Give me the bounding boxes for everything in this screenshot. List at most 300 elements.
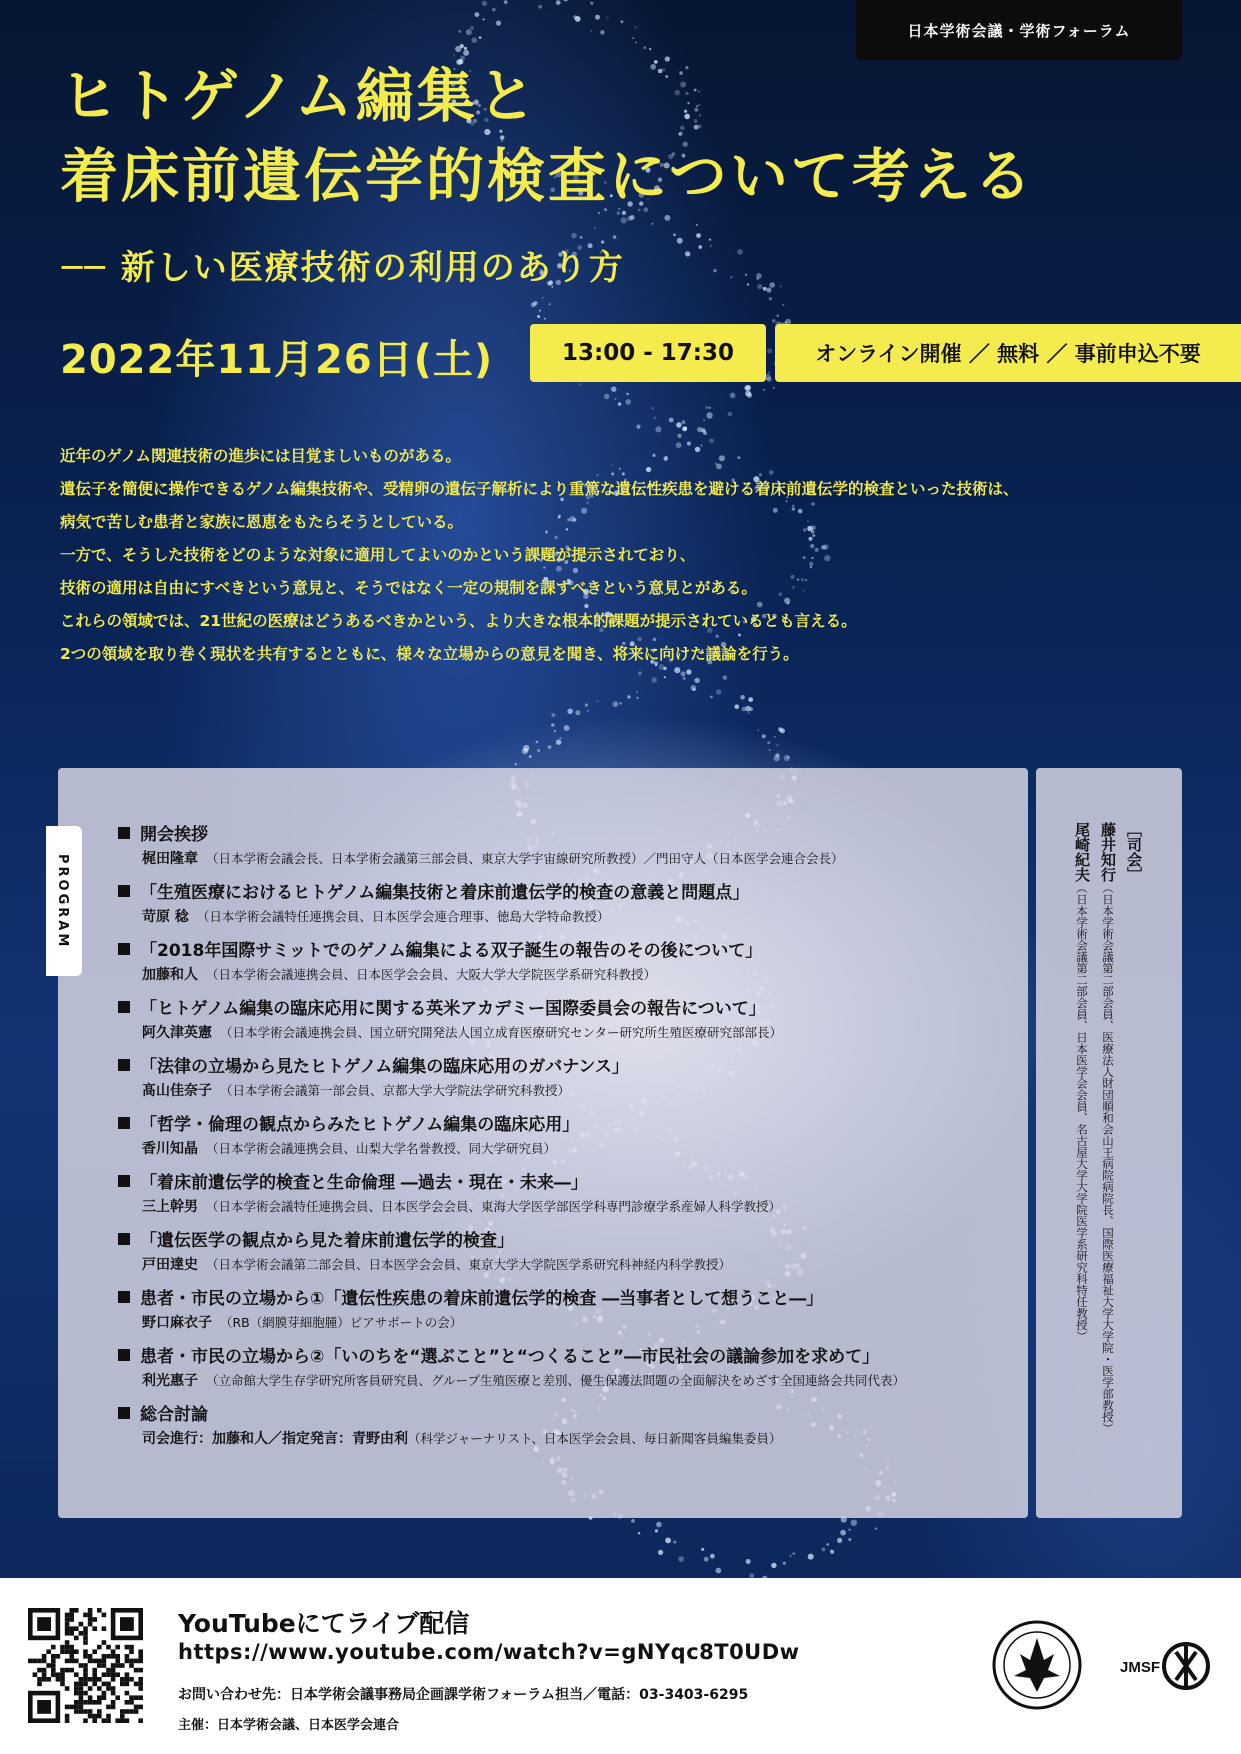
helix-particle: [556, 740, 561, 745]
qr-cell: [102, 1682, 107, 1687]
qr-cell: [69, 1705, 74, 1710]
host-person: [1072, 822, 1093, 1342]
helix-particle: [730, 276, 732, 278]
qr-cell: [69, 1645, 74, 1650]
helix-particle: [549, 303, 551, 305]
qr-cell: [37, 1677, 42, 1682]
program-item-speaker: 香川知晶: [142, 1141, 198, 1157]
helix-particle: [536, 741, 539, 744]
qr-cell: [138, 1649, 143, 1654]
helix-particle: [826, 1543, 829, 1546]
helix-particle: [698, 104, 700, 106]
helix-particle: [782, 304, 784, 306]
helix-particle: [538, 5, 542, 9]
qr-cell: [125, 1691, 130, 1696]
program-item-speaker: 阿久津英憲: [142, 1025, 212, 1041]
qr-cell: [74, 1686, 79, 1691]
program-item: [118, 1344, 1018, 1402]
qr-cell: [60, 1672, 65, 1677]
qr-code-icon[interactable]: [28, 1608, 143, 1723]
qr-cell: [60, 1682, 65, 1687]
helix-particle: [705, 406, 708, 409]
helix-particle: [635, 42, 637, 44]
intro-line: 遺伝子を簡便に操作できるゲノム編集技術や、受精卵の遺伝子解析により重篤な遺伝性疾患を避ける着床前遺伝学的検査といった技術は、: [60, 480, 1019, 498]
live-stream-heading: YouTubeにてライブ配信: [178, 1609, 470, 1638]
qr-cell: [102, 1626, 107, 1631]
helix-particle: [777, 744, 779, 746]
qr-cell: [111, 1705, 116, 1710]
qr-cell: [111, 1654, 116, 1659]
qr-cell: [102, 1613, 107, 1618]
youtube-link[interactable]: https://www.youtube.com/watch?v=gNYqc8T0UDw: [178, 1640, 800, 1664]
program-item-affiliation: （RB（網膜芽細胞腫）ピアサポートの会）: [220, 1315, 463, 1330]
helix-particle: [604, 394, 609, 399]
helix-particle: [716, 1568, 722, 1574]
qr-cell: [129, 1677, 134, 1682]
helix-particle: [580, 236, 583, 239]
helix-particle: [662, 68, 665, 71]
helix-particle: [678, 434, 682, 438]
helix-particle: [680, 82, 686, 88]
helix-particle: [638, 1532, 640, 1534]
qr-cell: [106, 1682, 111, 1687]
qr-cell: [69, 1626, 74, 1631]
contact-info: お問い合わせ先：日本学術会議事務局企画課学術フォーラム担当／電話：03-3403-6295: [178, 1687, 749, 1703]
helix-particle: [793, 1552, 795, 1554]
helix-particle: [723, 675, 728, 680]
qr-cell: [83, 1709, 88, 1714]
helix-particle: [840, 1530, 846, 1536]
program-list: [118, 822, 1018, 1460]
qr-cell: [97, 1663, 102, 1668]
qr-cell: [134, 1705, 139, 1710]
helix-particle: [771, 1563, 776, 1568]
helix-particle: [780, 728, 785, 733]
helix-particle: [837, 1538, 842, 1543]
helix-particle: [709, 239, 711, 241]
qr-cell: [88, 1677, 93, 1682]
qr-cell: [51, 1668, 56, 1673]
program-item: [118, 1170, 1018, 1228]
qr-cell: [60, 1649, 65, 1654]
qr-cell: [120, 1718, 125, 1723]
helix-particle: [830, 1549, 833, 1552]
helix-particle: [773, 387, 775, 389]
qr-cell: [134, 1695, 139, 1700]
qr-cell: [79, 1700, 84, 1705]
qr-cell: [129, 1649, 134, 1654]
helix-particle: [665, 1538, 671, 1544]
program-item-title: 「哲学・倫理の観点からみたヒトゲノム編集の臨床応用」: [140, 1115, 580, 1135]
program-item-title: 「遺伝医学の観点から見た着床前遺伝学的検査」: [140, 1231, 514, 1251]
helix-particle: [685, 251, 690, 256]
qr-cell: [33, 1659, 38, 1664]
helix-particle: [594, 227, 596, 229]
helix-particle: [683, 427, 687, 431]
qr-cell: [138, 1718, 143, 1723]
helix-particle: [677, 238, 683, 244]
qr-cell: [74, 1691, 79, 1696]
helix-particle: [789, 1555, 792, 1558]
qr-cell: [79, 1705, 84, 1710]
helix-particle: [710, 1554, 715, 1559]
qr-cell: [79, 1677, 84, 1682]
qr-cell: [106, 1714, 111, 1719]
qr-cell: [83, 1649, 88, 1654]
qr-cell: [129, 1695, 134, 1700]
qr-cell: [115, 1695, 120, 1700]
qr-cell: [134, 1659, 139, 1664]
host-name: 藤井知行: [1099, 822, 1117, 882]
qr-cell: [97, 1686, 102, 1691]
qr-cell: [111, 1672, 116, 1677]
helix-particle: [706, 412, 712, 418]
bullet-square-icon: [118, 1349, 130, 1361]
qr-cell: [79, 1682, 84, 1687]
helix-particle: [626, 393, 628, 395]
qr-cell: [69, 1659, 74, 1664]
qr-cell: [102, 1695, 107, 1700]
helix-particle: [636, 425, 640, 429]
helix-particle: [551, 713, 555, 717]
event-info-badge: オンライン開催 ／ 無料 ／ 事前申込不要: [775, 324, 1241, 382]
helix-particle: [756, 273, 762, 279]
helix-particle: [585, 703, 588, 706]
helix-particle: [631, 1519, 635, 1523]
qr-cell: [88, 1617, 93, 1622]
helix-particle: [784, 755, 790, 761]
program-item-speaker: 野口麻衣子: [142, 1315, 212, 1331]
qr-cell: [74, 1649, 79, 1654]
qr-cell: [74, 1659, 79, 1664]
qr-cell: [92, 1718, 97, 1723]
program-item-affiliation: （立命館大学生存学研究所客員研究員、グループ生殖医療と差別、優生保護法問題の全面解決をめざす全国連絡会共同代表）: [206, 1373, 906, 1388]
qr-cell: [37, 1668, 42, 1673]
helix-particle: [614, 398, 616, 400]
helix-particle: [673, 233, 676, 236]
helix-particle: [766, 287, 771, 292]
helix-particle: [652, 223, 654, 225]
qr-cell: [106, 1718, 111, 1723]
program-item-speaker: 三上幹男: [142, 1199, 198, 1215]
helix-particle: [664, 215, 670, 221]
qr-cell: [115, 1659, 120, 1664]
qr-cell: [56, 1672, 61, 1677]
qr-cell: [115, 1654, 120, 1659]
qr-cell: [37, 1659, 42, 1664]
helix-particle: [567, 709, 573, 715]
helix-particle: [643, 46, 646, 49]
helix-particle: [636, 691, 638, 693]
qr-cell: [92, 1649, 97, 1654]
bullet-square-icon: [118, 1291, 130, 1303]
helix-particle: [548, 745, 552, 749]
helix-particle: [655, 1529, 658, 1532]
qr-cell: [138, 1677, 143, 1682]
program-item: [118, 822, 1018, 880]
qr-cell: [79, 1709, 84, 1714]
host-person: [1098, 822, 1119, 1434]
qr-cell: [69, 1613, 74, 1618]
qr-cell: [83, 1700, 88, 1705]
helix-particle: [596, 700, 598, 702]
qr-cell: [138, 1659, 143, 1664]
helix-particle: [694, 678, 699, 683]
program-item-affiliation: （日本学術会議第一部会員、京都大学大学院法学研究科教授）: [220, 1083, 571, 1098]
helix-particle: [634, 26, 636, 28]
helix-particle: [775, 753, 779, 757]
helix-particle: [780, 285, 782, 287]
program-item-title: 「ヒトゲノム編集の臨床応用に関する英米アカデミー国際委員会の報告について」: [140, 999, 766, 1019]
helix-particle: [590, 2, 593, 5]
helix-particle: [496, 21, 501, 26]
helix-particle: [678, 133, 680, 135]
helix-particle: [618, 402, 621, 405]
qr-cell: [83, 1691, 88, 1696]
qr-cell: [65, 1617, 70, 1622]
helix-particle: [453, 55, 455, 57]
program-item-affiliation: （科学ジャーナリスト、日本医学会会員、毎日新聞客員編集委員）: [408, 1431, 782, 1446]
qr-cell: [83, 1682, 88, 1687]
helix-particle: [621, 217, 627, 223]
qr-cell: [102, 1640, 107, 1645]
qr-cell: [92, 1668, 97, 1673]
helix-particle: [698, 91, 700, 93]
program-item-speaker: 利光惠子: [142, 1373, 198, 1389]
program-item-title: 「着床前遺伝学的検査と生命倫理 ―過去・現在・未来―」: [140, 1173, 588, 1193]
qr-cell: [102, 1654, 107, 1659]
qr-cell: [111, 1691, 116, 1696]
program-item-title: 総合討論: [140, 1405, 208, 1425]
helix-particle: [654, 417, 656, 419]
qr-cell: [106, 1645, 111, 1650]
qr-cell: [51, 1659, 56, 1664]
helix-particle: [769, 297, 772, 300]
qr-cell: [125, 1700, 130, 1705]
qr-cell: [120, 1709, 125, 1714]
qr-cell: [125, 1659, 130, 1664]
helix-particle: [748, 697, 753, 702]
qr-cell: [115, 1718, 120, 1723]
qr-cell: [125, 1682, 130, 1687]
helix-particle: [539, 310, 541, 312]
helix-particle: [665, 56, 670, 61]
helix-particle: [848, 1538, 851, 1541]
helix-particle: [504, 0, 508, 4]
helix-particle: [524, 748, 529, 753]
intro-line: 技術の適用は自由にすべきという意見と、そうではなく一定の規制を課すべきという意見とがある。: [60, 579, 757, 597]
event-time-badge: 13:00 - 17:30: [530, 324, 766, 382]
helix-particle: [683, 677, 686, 680]
helix-particle: [772, 319, 776, 323]
qr-cell: [97, 1645, 102, 1650]
helix-particle: [537, 749, 540, 752]
helix-particle: [701, 1548, 704, 1551]
qr-cell: [56, 1654, 61, 1659]
helix-particle: [757, 284, 762, 289]
qr-cell: [65, 1622, 70, 1627]
qr-cell: [88, 1695, 93, 1700]
helix-particle: [664, 676, 666, 678]
qr-cell: [111, 1663, 116, 1668]
helix-particle: [544, 318, 546, 320]
qr-cell: [74, 1636, 79, 1641]
helix-particle: [611, 387, 616, 392]
helix-particle: [620, 20, 623, 23]
helix-particle: [783, 1562, 786, 1565]
qr-cell: [102, 1663, 107, 1668]
helix-particle: [475, 12, 480, 17]
qr-cell: [79, 1686, 84, 1691]
program-item-affiliation: （日本学術会議特任連携会員、日本医学会会員、東海大学医学部医学科専門診療学系産婦人科学教授）: [206, 1199, 782, 1214]
intro-line: これらの領域では、21世紀の医療はどうあるべきかという、より大きな根本的課題が提示されているとも言える。: [60, 612, 857, 630]
qr-cell: [74, 1705, 79, 1710]
program-item-affiliation: （日本学術会議連携会員、山梨大学名誉教授、同大学研究員）: [206, 1141, 557, 1156]
helix-particle: [600, 30, 604, 34]
helix-particle: [730, 393, 736, 399]
qr-cell: [74, 1682, 79, 1687]
helix-particle: [763, 287, 767, 291]
qr-cell: [97, 1659, 102, 1664]
qr-cell: [125, 1677, 130, 1682]
helix-particle: [636, 697, 638, 699]
qr-cell: [88, 1709, 93, 1714]
helix-particle: [745, 391, 751, 397]
qr-cell: [42, 1677, 47, 1682]
qr-cell: [138, 1668, 143, 1673]
qr-cell: [106, 1668, 111, 1673]
qr-cell: [42, 1668, 47, 1673]
qr-cell: [106, 1654, 111, 1659]
intro-line: 病気で苦しむ患者と家族に恩恵をもたらそうとしている。: [60, 513, 464, 531]
qr-cell: [125, 1654, 130, 1659]
qr-cell: [138, 1686, 143, 1691]
program-item-title: 開会挨拶: [140, 825, 208, 845]
helix-particle: [483, 18, 485, 20]
helix-particle: [745, 274, 747, 276]
helix-particle: [686, 92, 689, 95]
helix-particle: [564, 725, 570, 731]
qr-cell: [65, 1718, 70, 1723]
program-item-affiliation: （日本学術会議会長、日本学術会議第三部会員、東京大学宇宙線研究所教授）／門田守人（日本医学会連合会長）: [206, 851, 844, 866]
qr-cell: [83, 1663, 88, 1668]
qr-cell: [69, 1649, 74, 1654]
helix-particle: [749, 707, 753, 711]
helix-particle: [554, 730, 556, 732]
helix-particle: [619, 702, 622, 705]
qr-cell: [60, 1677, 65, 1682]
helix-particle: [676, 422, 681, 427]
qr-cell: [83, 1668, 88, 1673]
intro-text: [60, 440, 1200, 671]
qr-cell: [42, 1659, 47, 1664]
qr-cell: [125, 1718, 130, 1723]
helix-particle: [694, 125, 699, 130]
qr-cell: [92, 1626, 97, 1631]
helix-particle: [678, 1556, 684, 1562]
qr-cell: [92, 1617, 97, 1622]
program-item-speaker: 梶田隆章: [142, 851, 198, 867]
qr-cell: [46, 1677, 51, 1682]
helix-particle: [851, 1520, 857, 1526]
event-date: 2022年11月26日(土): [60, 337, 494, 383]
qr-cell: [115, 1672, 120, 1677]
qr-cell: [134, 1682, 139, 1687]
qr-cell: [115, 1663, 120, 1668]
helix-particle: [656, 1522, 662, 1528]
helix-particle: [638, 671, 642, 675]
helix-particle: [563, 0, 568, 1]
bullet-square-icon: [118, 943, 130, 955]
helix-particle: [713, 269, 716, 272]
qr-cell: [129, 1659, 134, 1664]
bullet-square-icon: [118, 885, 130, 897]
qr-cell: [106, 1705, 111, 1710]
qr-cell: [83, 1677, 88, 1682]
qr-cell: [106, 1672, 111, 1677]
title-line-1: ヒトゲノム編集と: [60, 62, 539, 130]
program-item-title: 「生殖医療におけるヒトゲノム編集技術と着床前遺伝学的検査の意義と問題点」: [140, 883, 750, 903]
qr-cell: [138, 1654, 143, 1659]
jmsf-logo: [1120, 1630, 1212, 1700]
qr-cell: [46, 1649, 51, 1654]
helix-particle: [627, 695, 630, 698]
helix-particle: [728, 412, 732, 416]
helix-particle: [595, 15, 600, 20]
qr-cell: [60, 1668, 65, 1673]
helix-particle: [693, 688, 696, 691]
qr-cell: [134, 1668, 139, 1673]
qr-cell: [83, 1654, 88, 1659]
qr-cell: [88, 1686, 93, 1691]
helix-particle: [650, 64, 656, 70]
qr-cell: [111, 1668, 116, 1673]
qr-cell: [51, 1654, 56, 1659]
qr-cell: [97, 1695, 102, 1700]
bullet-square-icon: [118, 1117, 130, 1129]
program-item: [118, 1402, 1018, 1460]
qr-cell: [65, 1668, 70, 1673]
qr-cell: [79, 1691, 84, 1696]
helix-particle: [575, 16, 581, 22]
qr-cell: [111, 1677, 116, 1682]
qr-cell: [92, 1659, 97, 1664]
qr-cell: [129, 1663, 134, 1668]
helix-particle: [613, 235, 617, 239]
helix-particle: [571, 233, 576, 238]
program-item: [118, 1054, 1018, 1112]
program-item-speaker: 司会進行：加藤和人／指定発言：青野由利: [142, 1431, 408, 1447]
program-item-affiliation: （日本学術会議特任連携会員、日本医学会連合理事、徳島大学特命教授）: [196, 909, 610, 924]
helix-particle: [684, 110, 687, 113]
helix-particle: [710, 245, 712, 247]
bullet-square-icon: [118, 1407, 130, 1419]
helix-particle: [822, 1548, 826, 1552]
helix-particle: [658, 69, 663, 74]
qr-cell: [46, 1663, 51, 1668]
helix-particle: [696, 224, 698, 226]
qr-cell: [97, 1608, 102, 1613]
qr-cell: [65, 1645, 70, 1650]
helix-particle: [769, 749, 771, 751]
qr-cell: [97, 1714, 102, 1719]
host-name: 尾崎紀夫: [1073, 822, 1091, 882]
qr-cell: [102, 1718, 107, 1723]
organizer-info: 主催：日本学術会議、日本医学会連合: [178, 1718, 400, 1733]
helix-particle: [699, 245, 703, 249]
qr-cell: [138, 1682, 143, 1687]
helix-particle: [767, 741, 770, 744]
